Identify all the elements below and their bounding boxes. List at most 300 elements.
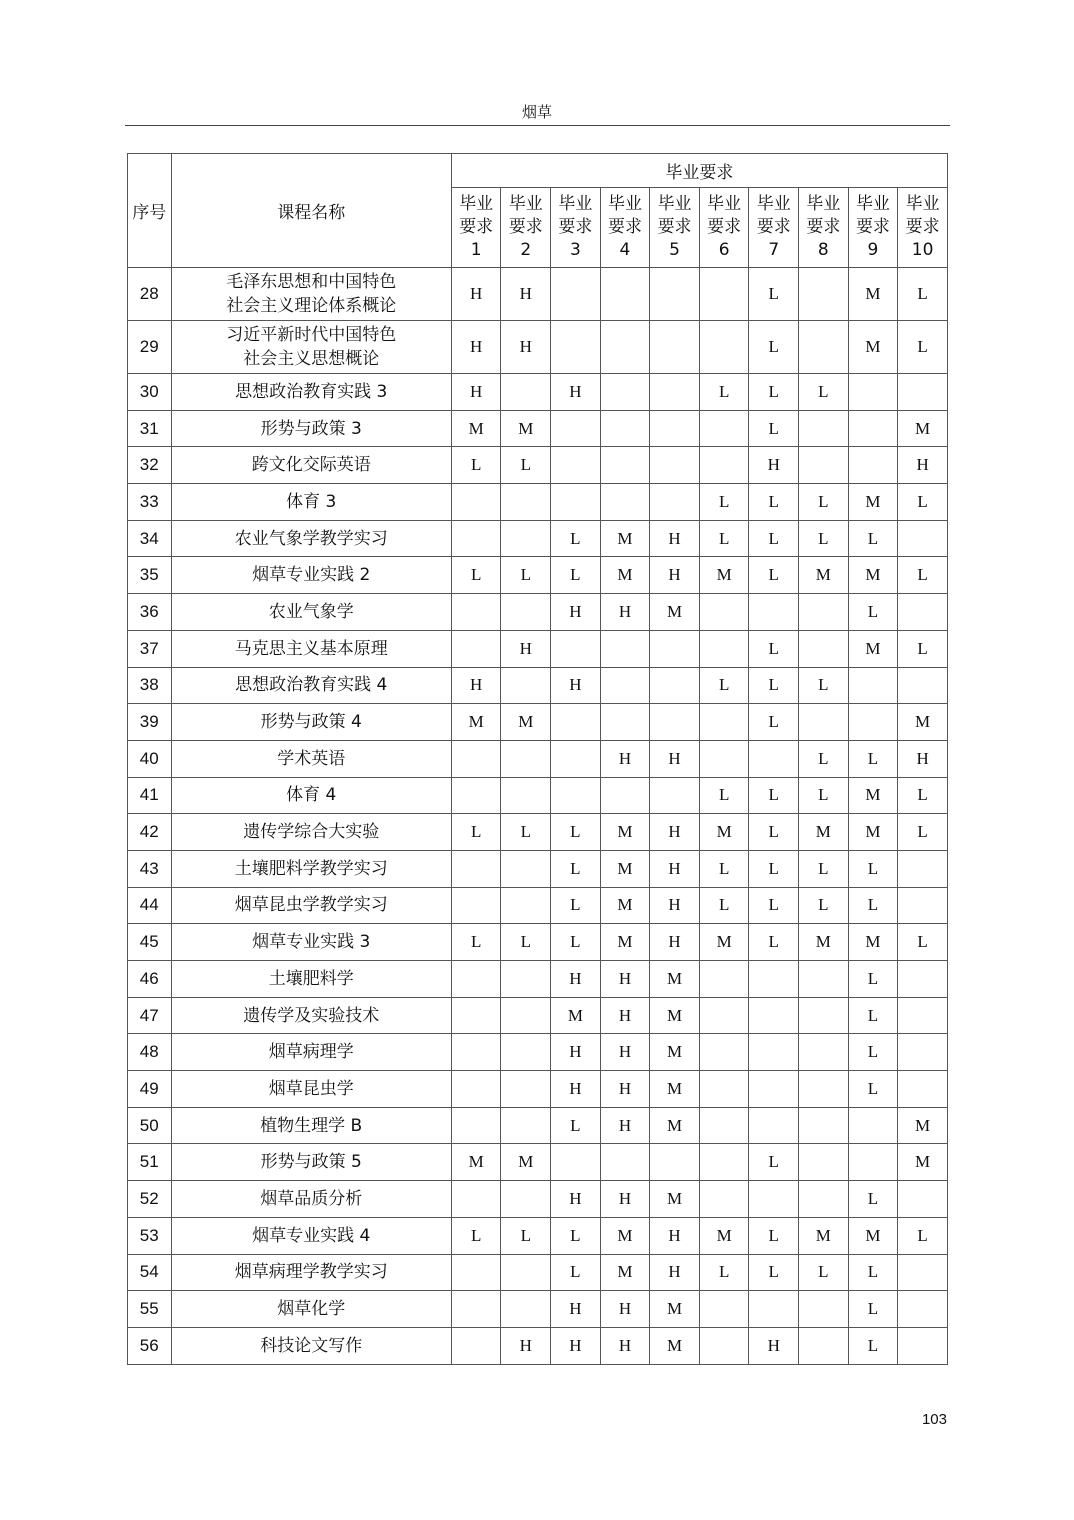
column-header-requirement	[898, 188, 948, 268]
support-level-cell	[600, 410, 650, 447]
support-level-cell	[451, 850, 501, 887]
support-level-cell: L	[551, 1107, 601, 1144]
support-level-cell: H	[898, 740, 948, 777]
support-level-cell: M	[600, 520, 650, 557]
support-level-cell	[799, 704, 849, 741]
requirement-header-line1: 毕业	[508, 194, 543, 214]
requirement-header-line1: 毕业	[657, 194, 692, 214]
support-level-cell: L	[749, 814, 799, 851]
course-name	[171, 814, 451, 851]
support-level-cell	[650, 484, 700, 521]
support-level-cell: L	[799, 740, 849, 777]
support-level-cell	[501, 1107, 551, 1144]
support-level-cell	[501, 740, 551, 777]
support-level-cell	[699, 1181, 749, 1218]
table-row	[128, 924, 948, 961]
support-level-cell	[699, 630, 749, 667]
support-level-cell	[501, 887, 551, 924]
support-level-cell	[898, 887, 948, 924]
support-level-cell	[699, 1144, 749, 1181]
support-level-cell: L	[749, 924, 799, 961]
course-name-line: 植物生理学 B	[260, 1115, 363, 1136]
support-level-cell: M	[848, 1217, 898, 1254]
course-name	[171, 961, 451, 998]
row-number: 40	[128, 740, 172, 777]
support-level-cell: H	[501, 321, 551, 374]
support-level-cell: M	[898, 410, 948, 447]
row-number: 31	[128, 410, 172, 447]
support-level-cell: L	[799, 1254, 849, 1291]
row-number: 33	[128, 484, 172, 521]
support-level-cell: L	[749, 1254, 799, 1291]
support-level-cell: H	[551, 374, 601, 411]
table-row	[128, 997, 948, 1034]
support-level-cell: H	[749, 447, 799, 484]
support-level-cell: H	[501, 268, 551, 321]
support-level-cell	[451, 484, 501, 521]
course-name-line: 烟草专业实践 2	[252, 565, 371, 586]
support-level-cell: L	[699, 850, 749, 887]
row-number: 30	[128, 374, 172, 411]
support-level-cell	[848, 1144, 898, 1181]
row-number: 45	[128, 924, 172, 961]
support-level-cell	[501, 374, 551, 411]
support-level-cell: H	[650, 850, 700, 887]
requirement-header-num: 1	[470, 240, 482, 260]
table-row	[128, 1327, 948, 1364]
support-level-cell	[451, 1254, 501, 1291]
support-level-cell: H	[898, 447, 948, 484]
requirement-header-num: 7	[768, 240, 780, 260]
requirement-header-num: 9	[867, 240, 879, 260]
support-level-cell: M	[600, 1254, 650, 1291]
support-level-cell: L	[699, 520, 749, 557]
support-level-cell: L	[501, 1217, 551, 1254]
support-level-cell: L	[898, 1217, 948, 1254]
support-level-cell	[600, 667, 650, 704]
course-name	[171, 447, 451, 484]
support-level-cell	[699, 1107, 749, 1144]
course-name	[171, 777, 451, 814]
table-row	[128, 1254, 948, 1291]
support-level-cell	[551, 740, 601, 777]
support-level-cell: H	[600, 961, 650, 998]
support-level-cell: L	[451, 1217, 501, 1254]
requirement-header-line1: 毕业	[756, 194, 791, 214]
support-level-cell: L	[749, 484, 799, 521]
support-level-cell	[799, 1144, 849, 1181]
course-name-line: 遗传学及实验技术	[243, 1005, 380, 1026]
course-name-line: 烟草专业实践 3	[252, 932, 371, 953]
support-level-cell: H	[551, 1327, 601, 1364]
support-level-cell	[600, 630, 650, 667]
support-level-cell	[848, 667, 898, 704]
support-level-cell: L	[551, 520, 601, 557]
support-level-cell: M	[650, 961, 700, 998]
row-number: 43	[128, 850, 172, 887]
course-name-line: 烟草专业实践 4	[252, 1225, 371, 1246]
requirement-header-line2: 要求	[756, 217, 791, 237]
support-level-cell	[799, 630, 849, 667]
course-name	[171, 520, 451, 557]
requirement-header-line2: 要求	[459, 217, 494, 237]
support-level-cell	[799, 1327, 849, 1364]
requirement-header-num: 4	[619, 240, 631, 260]
support-level-cell	[898, 1034, 948, 1071]
support-level-cell: L	[848, 1034, 898, 1071]
table-row	[128, 704, 948, 741]
support-level-cell	[551, 1144, 601, 1181]
table-row	[128, 740, 948, 777]
support-level-cell: L	[848, 961, 898, 998]
support-level-cell: H	[551, 1034, 601, 1071]
row-number: 51	[128, 1144, 172, 1181]
support-level-cell	[749, 740, 799, 777]
support-level-cell	[600, 268, 650, 321]
support-level-cell	[749, 1291, 799, 1328]
support-level-cell: H	[650, 520, 700, 557]
support-level-cell: L	[799, 777, 849, 814]
requirement-header-num: 8	[817, 240, 829, 260]
support-level-cell	[551, 777, 601, 814]
support-level-cell	[650, 1144, 700, 1181]
support-level-cell: M	[451, 410, 501, 447]
column-header-requirement	[699, 188, 749, 268]
course-name	[171, 1107, 451, 1144]
support-level-cell: H	[749, 1327, 799, 1364]
support-level-cell	[699, 961, 749, 998]
support-level-cell	[749, 997, 799, 1034]
support-level-cell	[501, 667, 551, 704]
support-level-cell	[898, 667, 948, 704]
support-level-cell	[848, 1107, 898, 1144]
support-level-cell: M	[451, 704, 501, 741]
support-level-cell: M	[650, 1034, 700, 1071]
support-level-cell: L	[749, 520, 799, 557]
support-level-cell	[650, 410, 700, 447]
support-level-cell: H	[551, 1291, 601, 1328]
course-name	[171, 1217, 451, 1254]
support-level-cell	[501, 850, 551, 887]
requirement-header-line1: 毕业	[607, 194, 642, 214]
course-name-line: 烟草病理学教学实习	[234, 1262, 388, 1283]
support-level-cell: L	[898, 630, 948, 667]
support-level-cell	[848, 374, 898, 411]
support-level-cell: L	[699, 374, 749, 411]
support-level-cell: H	[600, 1291, 650, 1328]
support-level-cell: M	[848, 557, 898, 594]
support-level-cell: L	[551, 850, 601, 887]
support-level-cell	[650, 374, 700, 411]
support-level-cell	[898, 1291, 948, 1328]
support-level-cell	[451, 520, 501, 557]
column-header-requirement	[551, 188, 601, 268]
support-level-cell: M	[848, 268, 898, 321]
course-name	[171, 1254, 451, 1291]
course-name	[171, 667, 451, 704]
support-level-cell	[898, 997, 948, 1034]
support-level-cell: L	[799, 667, 849, 704]
support-level-cell	[501, 997, 551, 1034]
column-header-requirement	[600, 188, 650, 268]
support-level-cell: L	[551, 924, 601, 961]
support-level-cell: L	[799, 520, 849, 557]
support-level-cell	[749, 961, 799, 998]
support-level-cell: L	[749, 321, 799, 374]
course-name-line: 马克思主义基本原理	[234, 638, 388, 659]
graduation-requirements-matrix	[127, 153, 948, 1365]
support-level-cell	[600, 374, 650, 411]
support-level-cell: L	[749, 410, 799, 447]
support-level-cell: M	[848, 814, 898, 851]
requirement-header-line2: 要求	[558, 217, 593, 237]
course-name	[171, 1071, 451, 1108]
support-level-cell: L	[848, 887, 898, 924]
course-name-line: 烟草昆虫学教学实习	[234, 895, 388, 916]
support-level-cell: L	[699, 484, 749, 521]
support-level-cell	[898, 1181, 948, 1218]
row-number: 36	[128, 594, 172, 631]
support-level-cell	[848, 447, 898, 484]
support-level-cell: M	[650, 1107, 700, 1144]
table-row	[128, 1107, 948, 1144]
support-level-cell	[699, 268, 749, 321]
table-row	[128, 484, 948, 521]
row-number: 53	[128, 1217, 172, 1254]
row-number: 28	[128, 268, 172, 321]
course-name-line: 体育 4	[286, 785, 337, 806]
row-number: 54	[128, 1254, 172, 1291]
support-level-cell: L	[501, 557, 551, 594]
requirement-header-line1: 毕业	[459, 194, 494, 214]
support-level-cell: H	[600, 997, 650, 1034]
support-level-cell	[898, 1071, 948, 1108]
column-header-requirement	[650, 188, 700, 268]
support-level-cell: L	[551, 1254, 601, 1291]
column-header-requirement	[848, 188, 898, 268]
support-level-cell: L	[848, 740, 898, 777]
support-level-cell: H	[600, 594, 650, 631]
column-header-requirement	[799, 188, 849, 268]
course-name	[171, 374, 451, 411]
course-name-line: 思想政治教育实践 4	[235, 675, 388, 696]
support-level-cell	[600, 447, 650, 484]
support-level-cell: M	[650, 1327, 700, 1364]
support-level-cell	[749, 1181, 799, 1218]
support-level-cell: H	[551, 594, 601, 631]
support-level-cell: M	[848, 630, 898, 667]
row-number: 50	[128, 1107, 172, 1144]
support-level-cell	[600, 321, 650, 374]
support-level-cell	[451, 740, 501, 777]
support-level-cell	[699, 704, 749, 741]
support-level-cell	[898, 961, 948, 998]
course-name-line: 形势与政策 3	[260, 418, 362, 439]
support-level-cell: H	[650, 557, 700, 594]
support-level-cell	[898, 1327, 948, 1364]
column-header-requirement	[451, 188, 501, 268]
support-level-cell	[501, 1291, 551, 1328]
support-level-cell	[898, 850, 948, 887]
support-level-cell: L	[551, 887, 601, 924]
table-row	[128, 520, 948, 557]
support-level-cell	[848, 410, 898, 447]
support-level-cell	[799, 447, 849, 484]
support-level-cell	[699, 447, 749, 484]
requirement-header-line2: 要求	[855, 217, 890, 237]
support-level-cell	[650, 268, 700, 321]
support-level-cell	[600, 484, 650, 521]
course-name	[171, 704, 451, 741]
support-level-cell: L	[551, 1217, 601, 1254]
support-level-cell	[898, 1254, 948, 1291]
table-row	[128, 1034, 948, 1071]
table-row	[128, 777, 948, 814]
support-level-cell	[650, 447, 700, 484]
support-level-cell	[551, 630, 601, 667]
page-header-title: 烟草	[521, 103, 552, 121]
support-level-cell	[501, 1254, 551, 1291]
support-level-cell: L	[451, 814, 501, 851]
support-level-cell	[451, 961, 501, 998]
header-divider	[125, 125, 950, 126]
support-level-cell	[799, 1291, 849, 1328]
course-name-line: 形势与政策 4	[260, 712, 362, 733]
row-number: 52	[128, 1181, 172, 1218]
support-level-cell	[451, 1071, 501, 1108]
table-row	[128, 410, 948, 447]
support-level-cell	[451, 1181, 501, 1218]
support-level-cell: H	[551, 1181, 601, 1218]
support-level-cell: M	[799, 814, 849, 851]
support-level-cell: M	[799, 924, 849, 961]
support-level-cell	[749, 1034, 799, 1071]
course-name	[171, 321, 451, 374]
requirement-header-line1: 毕业	[806, 194, 841, 214]
support-level-cell: H	[650, 887, 700, 924]
support-level-cell	[650, 704, 700, 741]
requirement-header-line1: 毕业	[905, 194, 940, 214]
support-level-cell: M	[650, 997, 700, 1034]
support-level-cell: L	[749, 887, 799, 924]
support-level-cell: L	[848, 1181, 898, 1218]
support-level-cell: H	[600, 1327, 650, 1364]
support-level-cell: H	[451, 268, 501, 321]
support-level-cell	[451, 1034, 501, 1071]
table-row	[128, 630, 948, 667]
support-level-cell	[799, 1034, 849, 1071]
row-number: 34	[128, 520, 172, 557]
course-name	[171, 997, 451, 1034]
support-level-cell: L	[898, 557, 948, 594]
support-level-cell: L	[848, 997, 898, 1034]
requirement-header-num: 5	[669, 240, 680, 260]
support-level-cell	[898, 374, 948, 411]
support-level-cell: L	[898, 777, 948, 814]
support-level-cell: L	[699, 777, 749, 814]
support-level-cell: L	[749, 704, 799, 741]
support-level-cell: L	[898, 814, 948, 851]
support-level-cell	[650, 321, 700, 374]
course-name	[171, 484, 451, 521]
support-level-cell: H	[451, 321, 501, 374]
course-name	[171, 268, 451, 321]
support-level-cell: L	[848, 850, 898, 887]
course-name-line: 社会主义思想概论	[243, 349, 380, 369]
support-level-cell: M	[501, 410, 551, 447]
row-number: 35	[128, 557, 172, 594]
support-level-cell	[699, 1291, 749, 1328]
course-name	[171, 630, 451, 667]
column-header-requirement	[749, 188, 799, 268]
support-level-cell: M	[898, 1144, 948, 1181]
row-number: 37	[128, 630, 172, 667]
table-row	[128, 594, 948, 631]
column-group-header: 毕业要求	[451, 154, 947, 188]
support-level-cell: M	[451, 1144, 501, 1181]
table-row	[128, 850, 948, 887]
column-header-requirement	[501, 188, 551, 268]
support-level-cell: M	[699, 924, 749, 961]
row-number: 44	[128, 887, 172, 924]
row-number: 49	[128, 1071, 172, 1108]
support-level-cell	[898, 594, 948, 631]
support-level-cell	[799, 321, 849, 374]
support-level-cell: L	[848, 594, 898, 631]
support-level-cell: L	[501, 924, 551, 961]
support-level-cell: L	[848, 1327, 898, 1364]
row-number: 55	[128, 1291, 172, 1328]
support-level-cell: M	[600, 924, 650, 961]
support-level-cell	[699, 1034, 749, 1071]
course-name	[171, 1181, 451, 1218]
course-name-line: 社会主义理论体系概论	[226, 296, 397, 316]
requirement-header-line1: 毕业	[558, 194, 593, 214]
support-level-cell	[848, 704, 898, 741]
course-name-line: 烟草病理学	[268, 1042, 354, 1063]
support-level-cell: L	[898, 924, 948, 961]
support-level-cell: M	[650, 594, 700, 631]
support-level-cell	[799, 594, 849, 631]
support-level-cell: M	[501, 704, 551, 741]
support-level-cell: H	[600, 1034, 650, 1071]
row-number: 56	[128, 1327, 172, 1364]
support-level-cell	[799, 997, 849, 1034]
support-level-cell: M	[551, 997, 601, 1034]
requirement-header-line1: 毕业	[707, 194, 742, 214]
support-level-cell: L	[699, 887, 749, 924]
support-level-cell	[799, 1071, 849, 1108]
support-level-cell: L	[749, 1144, 799, 1181]
support-level-cell: L	[749, 630, 799, 667]
support-level-cell: L	[451, 924, 501, 961]
page-number: 103	[921, 1411, 947, 1428]
support-level-cell: H	[650, 924, 700, 961]
support-level-cell: H	[501, 1327, 551, 1364]
support-level-cell	[699, 740, 749, 777]
support-level-cell	[501, 594, 551, 631]
support-level-cell	[451, 997, 501, 1034]
support-level-cell: M	[650, 1181, 700, 1218]
requirement-header-line2: 要求	[905, 217, 940, 237]
support-level-cell	[600, 777, 650, 814]
support-level-cell: H	[600, 1181, 650, 1218]
support-level-cell	[501, 484, 551, 521]
support-level-cell	[600, 1144, 650, 1181]
course-name-line: 学术英语	[277, 748, 346, 769]
support-level-cell	[501, 1181, 551, 1218]
requirement-header-num: 3	[569, 240, 581, 260]
